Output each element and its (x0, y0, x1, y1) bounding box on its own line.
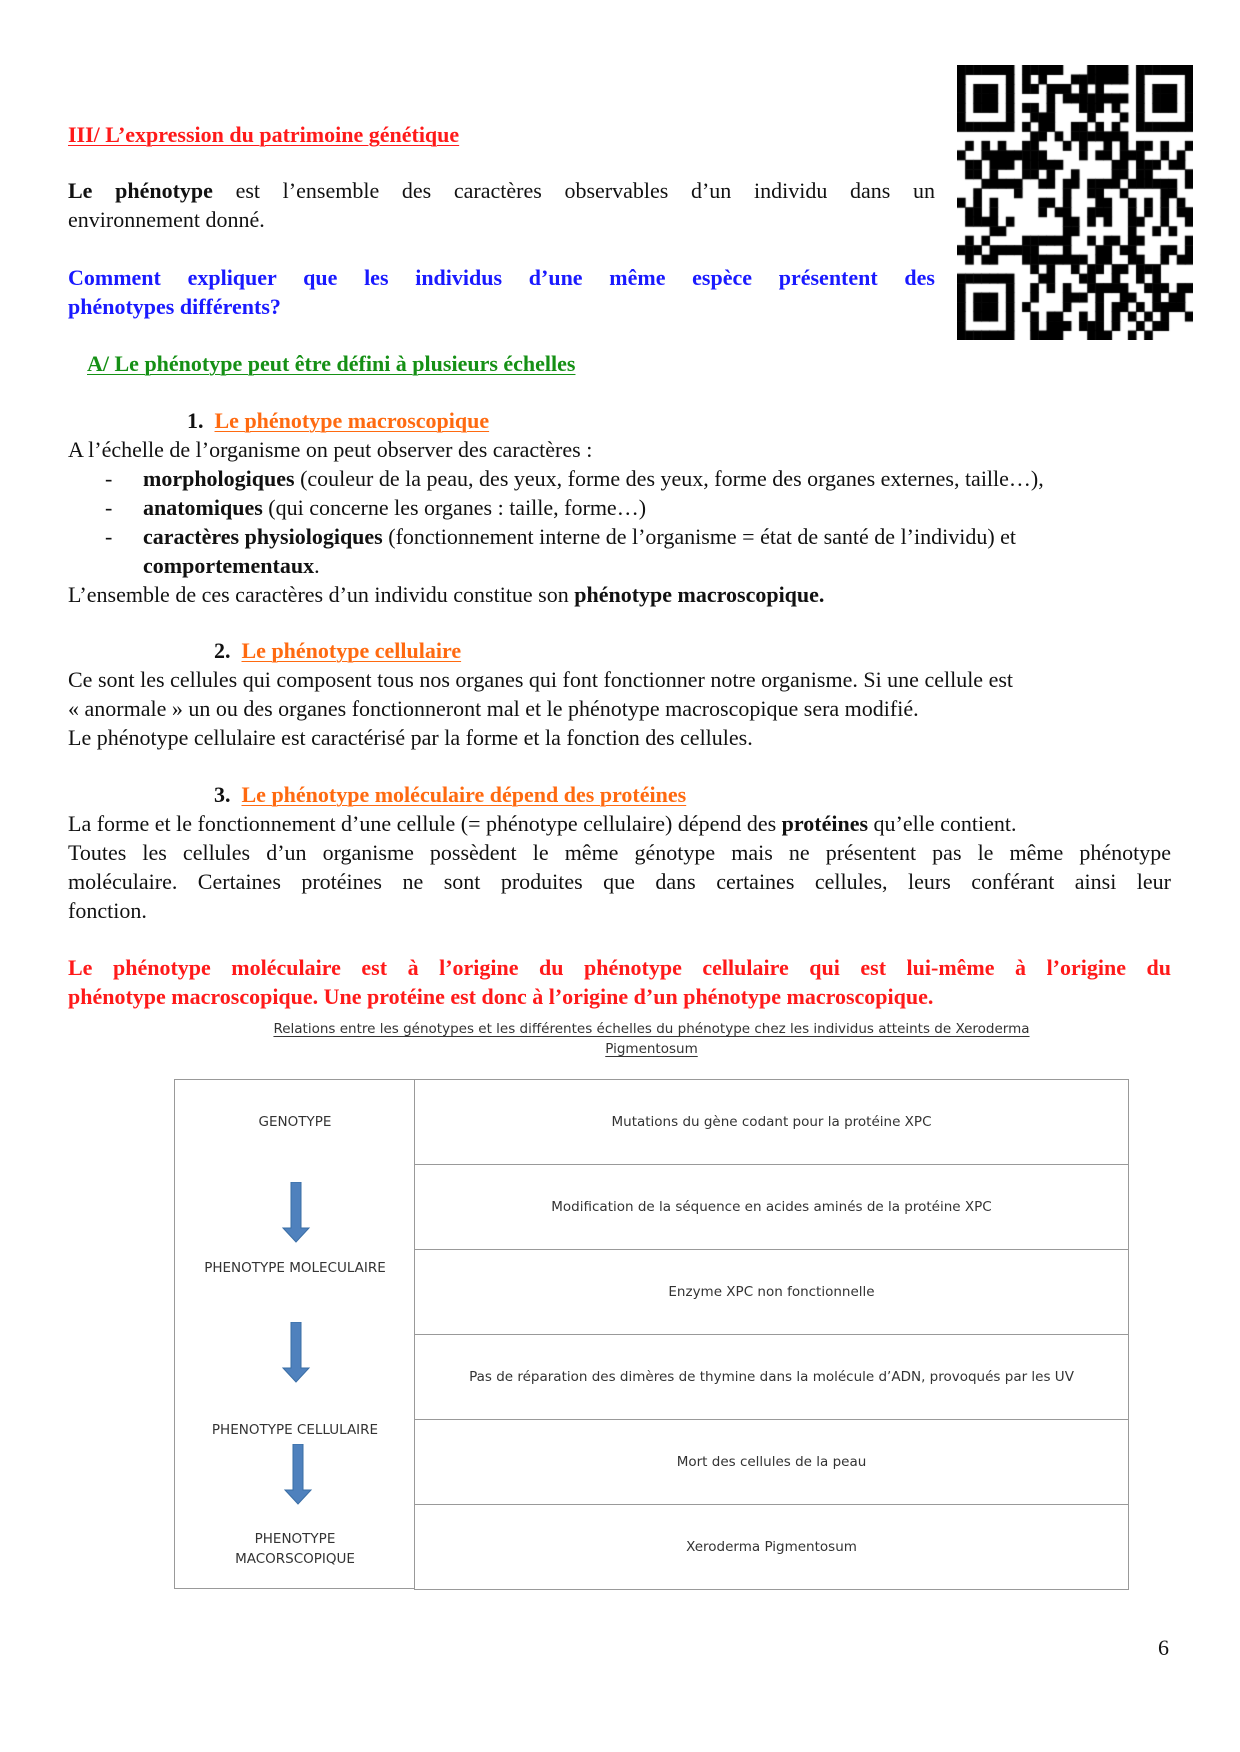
level-molecular: PHENOTYPE MOLECULAIRE (204, 1260, 386, 1276)
figure-table (174, 1079, 1129, 1590)
table-row: Mutations du gène codant pour la protéine XPC (415, 1080, 1129, 1165)
level-genotype: GENOTYPE (258, 1114, 332, 1130)
list-item: - caractères physiologiques (fonctionnement interne de l’organisme = état de santé de l’individu) et (105, 524, 1017, 549)
s2-heading: 2. Le phénotype cellulaire (214, 638, 462, 663)
definition: Le phénotype est l’ensemble des caractères observables d’un individu dans un environnement donné. (68, 178, 935, 232)
s1-intro: A l’échelle de l’organisme on peut observer des caractères : (68, 437, 593, 462)
levels-column (174, 1079, 415, 1589)
list-item: - anatomiques (qui concerne les organes : taille, forme…) (105, 495, 647, 520)
qr-code[interactable] (957, 65, 1193, 340)
s2-body: Ce sont les cellules qui composent tous nos organes qui font fonctionner notre organisme. Si une cellule est « anormale » un ou des organes fonctionneront mal et le phénotype macroscopique sera modifié. Le phénotype cellulaire est caractérisé par la forme et la fonction des cellules. (68, 667, 1014, 750)
table-row: Pas de réparation des dimères de thymine dans la molécule d’ADN, provoqués par les UV (415, 1335, 1129, 1420)
s1-heading: 1. Le phénotype macroscopique (187, 408, 490, 433)
s1-conclusion: L’ensemble de ces caractères d’un individu constitue son phénotype macroscopique. (68, 582, 825, 607)
section-a-heading: A/ Le phénotype peut être défini à plusieurs échelles (87, 351, 576, 376)
phenotype-table (414, 1079, 1129, 1590)
level-macroscopic: PHENOTYPE MACORSCOPIQUE (235, 1531, 355, 1567)
table-row: Xeroderma Pigmentosum (415, 1505, 1129, 1590)
table-row: Modification de la séquence en acides aminés de la protéine XPC (415, 1165, 1129, 1250)
s1-bullets: - morphologiques (couleur de la peau, des yeux, forme des yeux, forme des organes externes, taille…), - anatomiques (qui concerne les organes : taille, forme…) - caractères physiologiques (fonctionnement interne de l’organisme = état de santé de l’individu) et comportementaux. L’ensemble de ces caractères d’un individu constitue son phénotype macroscopique. (68, 464, 1178, 609)
page-number: 6 (1158, 1635, 1169, 1660)
guiding-question: Comment expliquer que les individus d’une même espèce présentent des phénotypes différents? (68, 265, 935, 319)
s3-heading: 3. Le phénotype moléculaire dépend des protéines (214, 782, 687, 807)
s3-body: La forme et le fonctionnement d’une cellule (= phénotype cellulaire) dépend des protéines qu’elle contient. Toutes les cellules d’un organisme possèdent le même génotype mais ne présentent pas le même phénotype moléculaire. Certaines protéines ne sont produites que dans certaines cellules, leurs conférant ainsi leur fonction. (68, 811, 1171, 923)
level-cellular: PHENOTYPE CELLULAIRE (211, 1422, 379, 1438)
arrow-down-icon (283, 1444, 313, 1506)
list-item: - morphologiques (couleur de la peau, des yeux, forme des yeux, forme des organes externes, taille…), (105, 466, 1044, 491)
arrow-down-icon (281, 1322, 311, 1384)
table-row: Mort des cellules de la peau (415, 1420, 1129, 1505)
arrow-down-icon (281, 1182, 311, 1244)
table-row: Enzyme XPC non fonctionnelle (415, 1250, 1129, 1335)
key-statement: Le phénotype moléculaire est à l’origine du phénotype cellulaire qui est lui-même à l’origine du phénotype macroscopique. Une protéine est donc à l’origine d’un phénotype macroscopique. (68, 955, 1171, 1009)
figure-caption: Relations entre les génotypes et les différentes échelles du phénotype chez les individus atteints de Xeroderma Pigmentosum (273, 1021, 1030, 1057)
section-title: III/ L’expression du patrimoine génétique (68, 122, 460, 147)
